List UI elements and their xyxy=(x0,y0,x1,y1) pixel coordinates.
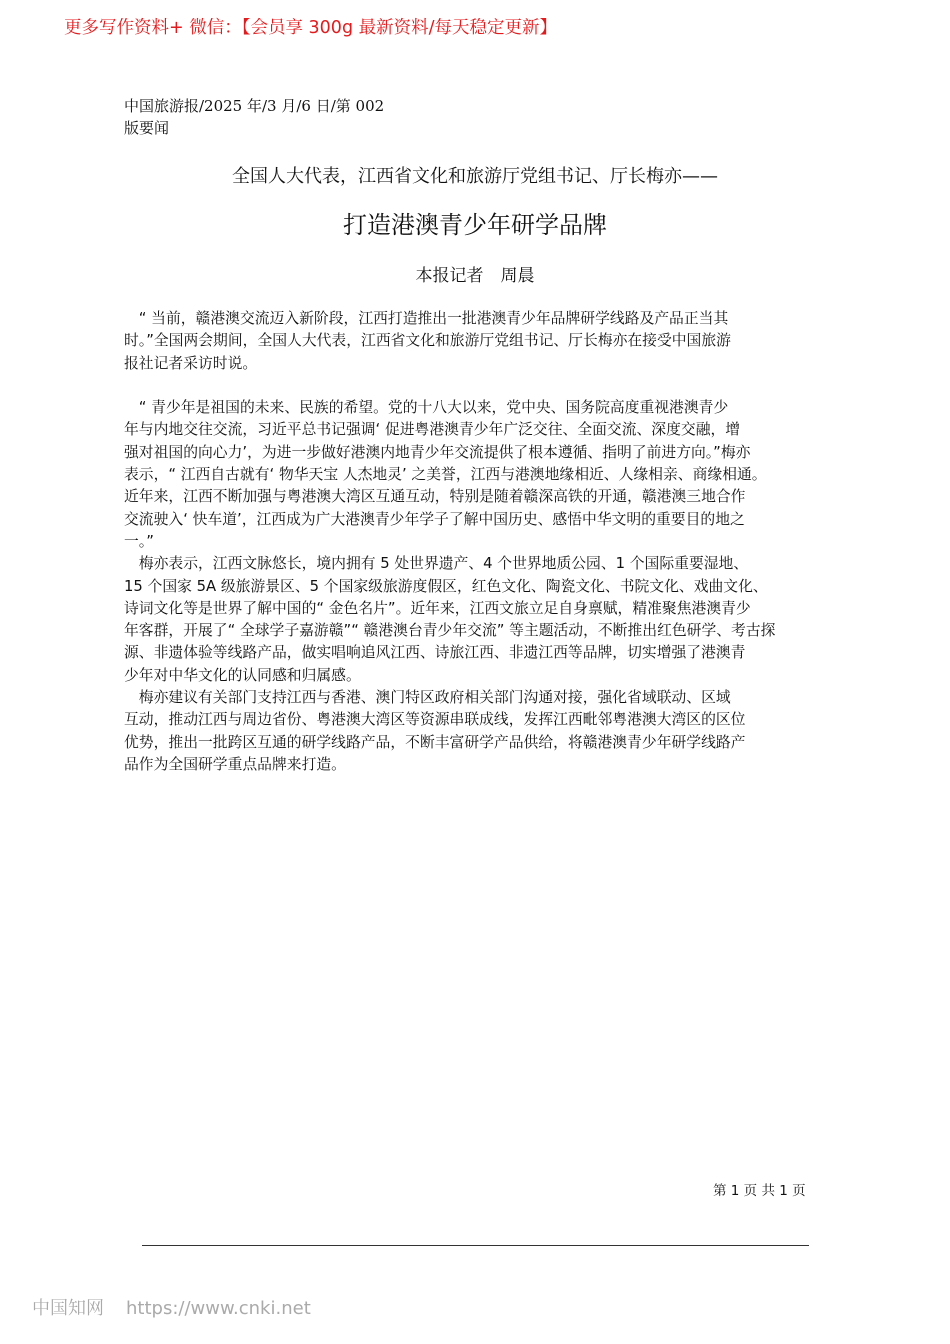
text-line: 品作为全国研学重点品牌来打造。 xyxy=(124,755,346,773)
text-line: 时。”全国两会期间，全国人大代表，江西省文化和旅游厅党组书记、厅长梅亦在接受中国旅游 xyxy=(124,332,731,350)
text-line: “ 当前，赣港澳交流迈入新阶段，江西打造推出一批港澳青少年品牌研学线路及产品正当其 xyxy=(124,310,729,327)
text-line: 近年来，江西不断加强与粤港澳大湾区互通互动，特别是随着赣深高铁的开通，赣港澳三地合作 xyxy=(124,488,746,506)
text-line: 15 个国家 5A 级旅游景区、5 个国家级旅游度假区，红色文化、陶瓷文化、书院文化、戏曲文化、 xyxy=(124,577,768,595)
text-line: 一。” xyxy=(124,532,154,550)
text-line: 诗词文化等是世界了解中国的“ 金色名片”。近年来，江西文旅立足自身禀赋，精准聚焦港澳青少 xyxy=(124,599,751,617)
text-line: 年与内地交往交流，习近平总书记强调‘ 促进粤港澳青少年广泛交往、全面交流、深度交融，增 xyxy=(124,421,741,439)
text-line: 报社记者采访时说。 xyxy=(124,354,258,372)
article-author: 本报记者 周晨 xyxy=(415,266,535,286)
text-line: 梅亦表示，江西文脉悠长，境内拥有 5 处世界遗产、4 个世界地质公园、1 个国际重要湿地、 xyxy=(124,555,749,573)
cnki-watermark xyxy=(32,1294,311,1320)
paragraph xyxy=(124,687,834,776)
promo-banner: 更多写作资料+ 微信：【会员享 300g 最新资料/每天稳定更新】 xyxy=(64,18,558,38)
paragraph xyxy=(124,308,834,375)
text-line: 优势，推出一批跨区互通的研学线路产品，不断丰富研学产品供给，将赣港澳青少年研学线路产 xyxy=(124,733,746,751)
page-number: 第 1 页 共 1 页 xyxy=(713,1183,806,1199)
text-line: 源、非遗体验等线路产品，做实唱响追风江西、诗旅江西、非遗江西等品牌，切实增强了港澳青 xyxy=(124,644,746,662)
paragraph xyxy=(124,553,834,687)
paragraph xyxy=(124,397,834,553)
section-label: 版要闻 xyxy=(124,119,170,137)
article-title: 打造港澳青少年研学品牌 xyxy=(343,211,607,239)
text-line: 年客群，开展了“ 全球学子嘉游赣”“ 赣港澳台青少年交流” 等主题活动，不断推出红色研学、考古探 xyxy=(124,622,776,640)
footer-divider xyxy=(142,1245,809,1246)
text-line: 交流驶入‘ 快车道’，江西成为广大港澳青少年学子了解中国历史、感悟中华文明的重要目的地之 xyxy=(124,510,745,528)
text-line: 少年对中华文化的认同感和归属感。 xyxy=(124,666,361,684)
article-body xyxy=(124,308,834,776)
text-line: 互动，推动江西与周边省份、粤港澳大湾区等资源串联成线，发挥江西毗邻粤港澳大湾区的区位 xyxy=(124,711,746,729)
text-line: 表示，“ 江西自古就有‘ 物华天宝 人杰地灵’ 之美誉，江西与港澳地缘相近、人缘相亲、商缘相通。 xyxy=(124,466,767,484)
text-line: 强对祖国的向心力’，为进一步做好港澳内地青少年交流提供了根本遵循、指明了前进方向。”梅亦 xyxy=(124,443,751,461)
text-line: 梅亦建议有关部门支持江西与香港、澳门特区政府相关部门沟通对接，强化省域联动、区域 xyxy=(124,689,731,707)
article-subtitle: 全国人大代表，江西省文化和旅游厅党组书记、厅长梅亦—— xyxy=(232,166,718,187)
cnki-url: https://www.cnki.net xyxy=(126,1298,311,1319)
paragraph-gap xyxy=(124,375,834,397)
source-line: 中国旅游报/2025 年/3 月/6 日/第 002 xyxy=(124,97,385,115)
text-line: “ 青少年是祖国的未来、民族的希望。党的十八大以来，党中央、国务院高度重视港澳青少 xyxy=(124,399,729,417)
cnki-logo-text: 中国知网 xyxy=(32,1298,104,1319)
